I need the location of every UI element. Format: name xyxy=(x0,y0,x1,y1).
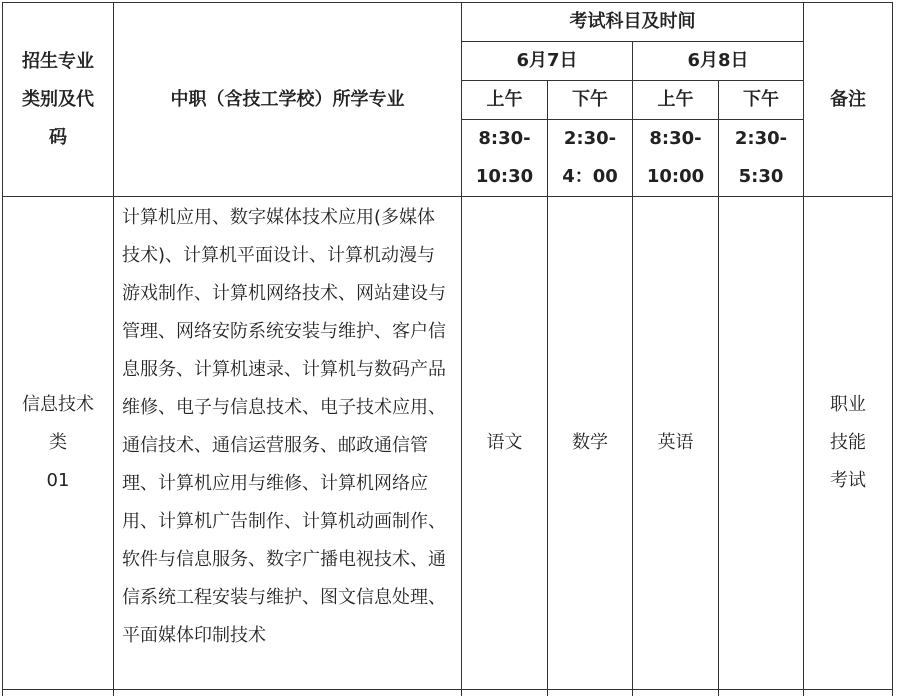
next-row-cell xyxy=(633,690,719,696)
next-row-cell xyxy=(804,690,893,696)
table-row xyxy=(3,197,893,690)
time-day2-am-end: 10:00 xyxy=(646,166,705,187)
time-day2-am xyxy=(633,120,719,197)
category-line-1: 信息技术 xyxy=(22,394,94,415)
category-line-2: 类 xyxy=(49,432,67,453)
day2-am-header: 上午 xyxy=(633,81,719,120)
category-header-line-3: 码 xyxy=(49,126,67,148)
next-row-cell xyxy=(462,690,548,696)
remark-line-3: 考试 xyxy=(830,470,866,491)
next-row-cell xyxy=(3,690,114,696)
time-day1-pm-end: 4：00 xyxy=(562,166,618,187)
subject-day2-pm xyxy=(719,197,804,690)
exam-group-header: 考试科目及时间 xyxy=(462,3,804,42)
remark-cell xyxy=(804,197,893,690)
remark-header: 备注 xyxy=(804,3,893,197)
major-header: 中职（含技工学校）所学专业 xyxy=(114,3,462,197)
exam-schedule-table xyxy=(2,2,893,696)
day1-header: 6月7日 xyxy=(462,42,633,81)
day2-pm-header: 下午 xyxy=(719,81,804,120)
next-row-edge xyxy=(3,690,893,696)
category-line-3: 01 xyxy=(46,470,70,491)
time-day1-am-start: 8:30- xyxy=(478,128,531,149)
category-header-line-2: 类别及代 xyxy=(22,88,94,110)
time-day2-am-start: 8:30- xyxy=(649,128,702,149)
next-row-cell xyxy=(548,690,633,696)
header-row-1 xyxy=(3,3,893,42)
remark-line-1: 职业 xyxy=(830,394,866,415)
majors-cell: 计算机应用、数字媒体技术应用(多媒体技术)、计算机平面设计、计算机动漫与游戏制作、计算机网络技术、网站建设与管理、网络安防系统安装与维护、客户信息服务、计算机速录、计算机与数码产品维修、电子与信息技术、电子技术应用、通信技术、通信运营服务、邮政通信管理、计算机应用与维修、计算机网络应用、计算机广告制作、计算机动画制作、软件与信息服务、数字广播电视技术、通信系统工程安装与维护、图文信息处理、平面媒体印制技术 xyxy=(114,197,462,690)
time-day1-pm-start: 2:30- xyxy=(563,128,617,149)
time-day1-pm xyxy=(548,120,633,197)
time-day1-am-end: 10:30 xyxy=(475,166,534,187)
next-row-cell xyxy=(719,690,804,696)
category-cell xyxy=(3,197,114,690)
day1-am-header: 上午 xyxy=(462,81,548,120)
time-day2-pm-start: 2:30- xyxy=(734,128,788,149)
time-day2-pm-end: 5:30 xyxy=(738,166,784,187)
subject-day1-am: 语文 xyxy=(462,197,548,690)
subject-day1-pm: 数学 xyxy=(548,197,633,690)
day1-pm-header: 下午 xyxy=(548,81,633,120)
time-day1-am xyxy=(462,120,548,197)
day2-header: 6月8日 xyxy=(633,42,804,81)
remark-line-2: 技能 xyxy=(830,432,866,453)
category-header-line-1: 招生专业 xyxy=(22,50,94,72)
subject-day2-am: 英语 xyxy=(633,197,719,690)
next-row-cell xyxy=(114,690,462,696)
category-header xyxy=(3,3,114,197)
time-day2-pm xyxy=(719,120,804,197)
